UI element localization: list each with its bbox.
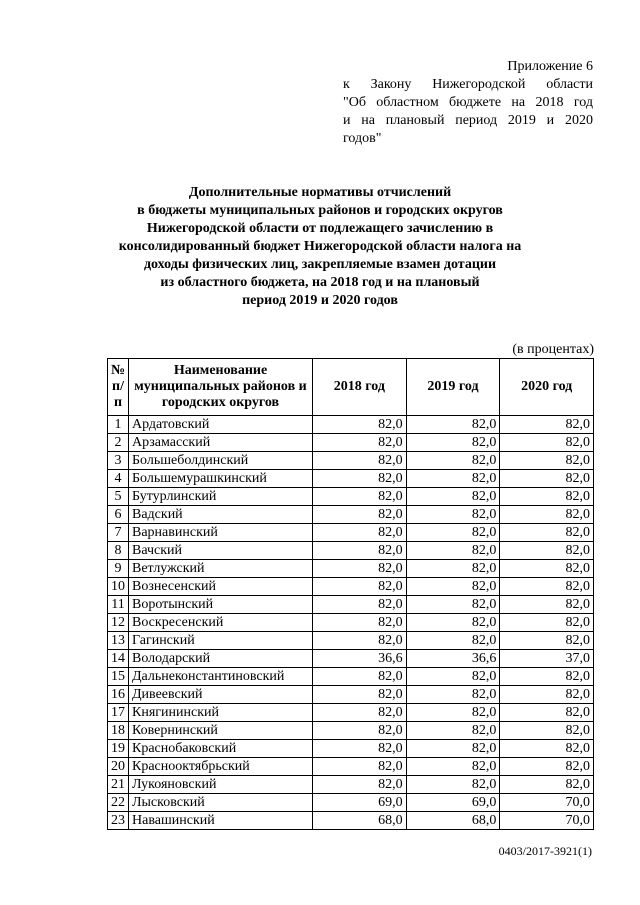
value-2020: 82,0 (500, 578, 594, 596)
value-2020: 82,0 (500, 704, 594, 722)
value-2020: 82,0 (500, 614, 594, 632)
row-number: 17 (108, 704, 129, 722)
appendix-word: плановый (385, 113, 445, 128)
norms-table (107, 358, 594, 830)
value-2018: 36,6 (313, 650, 407, 668)
row-number: 5 (108, 488, 129, 506)
title-line: в бюджеты муниципальных районов и городских округов (137, 203, 503, 218)
value-2019: 82,0 (406, 704, 500, 722)
appendix-word: "Об (343, 95, 366, 110)
value-2020: 82,0 (500, 560, 594, 578)
appendix-number: Приложение 6 (507, 59, 593, 74)
table-row (108, 434, 594, 452)
row-name: Вадский (129, 506, 313, 524)
table-row (108, 668, 594, 686)
appendix-word: Нижегородской (432, 77, 526, 92)
row-name: Большемурашкинский (129, 470, 313, 488)
appendix-word: областном (376, 95, 439, 110)
appendix-law-line (343, 76, 593, 94)
appendix-word: 2018 (535, 95, 564, 110)
value-2019: 82,0 (406, 560, 500, 578)
table-row (108, 704, 594, 722)
title-line: период 2019 и 2020 годов (242, 293, 398, 308)
appendix-block (343, 58, 593, 148)
value-2018: 68,0 (313, 812, 407, 830)
value-2018: 82,0 (313, 668, 407, 686)
title-line: доходы физических лиц, закрепляемые взамен дотации (143, 257, 497, 272)
table-body (108, 416, 594, 830)
row-number: 18 (108, 722, 129, 740)
row-number: 8 (108, 542, 129, 560)
value-2018: 82,0 (313, 632, 407, 650)
row-name: Ардатовский (129, 416, 313, 434)
appendix-word: к (343, 77, 350, 92)
value-2020: 82,0 (500, 542, 594, 560)
row-number: 13 (108, 632, 129, 650)
table-row (108, 722, 594, 740)
value-2018: 82,0 (313, 416, 407, 434)
title-line: консолидированный бюджет Нижегородской области налога на (118, 239, 522, 254)
appendix-law-title-line (343, 94, 593, 112)
title-line: из областного бюджета, на 2018 год и на плановый (160, 275, 480, 290)
value-2018: 82,0 (313, 776, 407, 794)
value-2018: 82,0 (313, 686, 407, 704)
value-2019: 82,0 (406, 470, 500, 488)
row-name: Лукояновский (129, 776, 313, 794)
value-2018: 82,0 (313, 524, 407, 542)
header-name: Наименование муниципальных районов и городских округов (129, 359, 313, 416)
value-2020: 70,0 (500, 812, 594, 830)
row-name: Бутурлинский (129, 488, 313, 506)
table-row (108, 740, 594, 758)
row-number: 6 (108, 506, 129, 524)
table-row (108, 560, 594, 578)
value-2019: 82,0 (406, 434, 500, 452)
header-2020: 2020 год (500, 359, 594, 416)
appendix-word: на (361, 113, 375, 128)
value-2020: 82,0 (500, 722, 594, 740)
value-2019: 82,0 (406, 488, 500, 506)
row-name: Дальнеконстантиновский (129, 668, 313, 686)
value-2020: 82,0 (500, 632, 594, 650)
title-line: Дополнительные нормативы отчислений (188, 185, 452, 200)
value-2018: 82,0 (313, 704, 407, 722)
row-number: 19 (108, 740, 129, 758)
value-2019: 82,0 (406, 776, 500, 794)
header-num: № п/п (108, 359, 129, 416)
table-row (108, 614, 594, 632)
value-2019: 82,0 (406, 416, 500, 434)
row-name: Варнавинский (129, 524, 313, 542)
row-name: Княгининский (129, 704, 313, 722)
row-number: 16 (108, 686, 129, 704)
row-name: Арзамасский (129, 434, 313, 452)
table-row (108, 416, 594, 434)
appendix-word: год (573, 95, 593, 110)
value-2020: 82,0 (500, 524, 594, 542)
value-2018: 82,0 (313, 722, 407, 740)
value-2019: 82,0 (406, 578, 500, 596)
value-2019: 36,6 (406, 650, 500, 668)
value-2020: 82,0 (500, 434, 594, 452)
value-2019: 68,0 (406, 812, 500, 830)
table-row (108, 470, 594, 488)
row-number: 2 (108, 434, 129, 452)
value-2020: 82,0 (500, 596, 594, 614)
row-number: 21 (108, 776, 129, 794)
value-2019: 82,0 (406, 452, 500, 470)
table-row (108, 488, 594, 506)
row-number: 7 (108, 524, 129, 542)
appendix-word: области (546, 77, 593, 92)
value-2019: 82,0 (406, 668, 500, 686)
value-2018: 82,0 (313, 596, 407, 614)
value-2019: 82,0 (406, 596, 500, 614)
value-2018: 82,0 (313, 452, 407, 470)
appendix-word: бюджете (449, 95, 502, 110)
appendix-word: и (343, 113, 351, 128)
header-2019: 2019 год (406, 359, 500, 416)
table-row (108, 524, 594, 542)
value-2018: 82,0 (313, 542, 407, 560)
value-2018: 82,0 (313, 740, 407, 758)
title-line: Нижегородской области от подлежащего зачислению в (146, 221, 494, 236)
value-2020: 82,0 (500, 668, 594, 686)
row-number: 9 (108, 560, 129, 578)
row-name: Навашинский (129, 812, 313, 830)
row-name: Вознесенский (129, 578, 313, 596)
row-number: 4 (108, 470, 129, 488)
header-2018: 2018 год (313, 359, 407, 416)
appendix-word: 2020 (564, 113, 593, 128)
value-2020: 70,0 (500, 794, 594, 812)
table-header-row (108, 359, 594, 416)
document-title (110, 184, 530, 310)
value-2018: 69,0 (313, 794, 407, 812)
value-2018: 82,0 (313, 506, 407, 524)
value-2020: 82,0 (500, 416, 594, 434)
table-row (108, 686, 594, 704)
unit-note: (в процентах) (512, 342, 594, 357)
value-2019: 82,0 (406, 722, 500, 740)
table-row (108, 758, 594, 776)
row-number: 11 (108, 596, 129, 614)
value-2018: 82,0 (313, 470, 407, 488)
value-2020: 82,0 (500, 452, 594, 470)
value-2019: 82,0 (406, 614, 500, 632)
row-name: Воскресенский (129, 614, 313, 632)
appendix-period-line (343, 112, 593, 130)
value-2018: 82,0 (313, 758, 407, 776)
row-name: Володарский (129, 650, 313, 668)
appendix-word: 2019 (507, 113, 536, 128)
row-name: Большеболдинский (129, 452, 313, 470)
table-row (108, 452, 594, 470)
value-2019: 69,0 (406, 794, 500, 812)
row-name: Краснобаковский (129, 740, 313, 758)
row-number: 12 (108, 614, 129, 632)
value-2020: 82,0 (500, 776, 594, 794)
row-name: Краснооктябрьский (129, 758, 313, 776)
value-2020: 82,0 (500, 686, 594, 704)
row-number: 22 (108, 794, 129, 812)
row-number: 14 (108, 650, 129, 668)
appendix-years-line: годов" (343, 131, 382, 146)
table-row (108, 542, 594, 560)
value-2019: 82,0 (406, 524, 500, 542)
value-2020: 82,0 (500, 488, 594, 506)
row-name: Гагинский (129, 632, 313, 650)
row-name: Лысковский (129, 794, 313, 812)
value-2019: 82,0 (406, 740, 500, 758)
table-row (108, 506, 594, 524)
value-2020: 37,0 (500, 650, 594, 668)
row-number: 23 (108, 812, 129, 830)
value-2019: 82,0 (406, 686, 500, 704)
value-2018: 82,0 (313, 578, 407, 596)
row-number: 10 (108, 578, 129, 596)
appendix-word: Закону (370, 77, 412, 92)
value-2018: 82,0 (313, 560, 407, 578)
value-2019: 82,0 (406, 506, 500, 524)
value-2020: 82,0 (500, 758, 594, 776)
value-2020: 82,0 (500, 506, 594, 524)
value-2019: 82,0 (406, 758, 500, 776)
row-name: Дивеевский (129, 686, 313, 704)
row-name: Ветлужский (129, 560, 313, 578)
value-2020: 82,0 (500, 470, 594, 488)
row-name: Вачский (129, 542, 313, 560)
appendix-word: период (455, 113, 498, 128)
value-2018: 82,0 (313, 434, 407, 452)
table-row (108, 776, 594, 794)
row-number: 15 (108, 668, 129, 686)
value-2019: 82,0 (406, 542, 500, 560)
table-row (108, 596, 594, 614)
table-row (108, 632, 594, 650)
table-row (108, 650, 594, 668)
value-2019: 82,0 (406, 632, 500, 650)
table-row (108, 812, 594, 830)
row-name: Ковернинский (129, 722, 313, 740)
appendix-word: и (546, 113, 555, 128)
value-2020: 82,0 (500, 740, 594, 758)
value-2018: 82,0 (313, 614, 407, 632)
value-2018: 82,0 (313, 488, 407, 506)
row-number: 1 (108, 416, 129, 434)
appendix-word: на (511, 95, 526, 110)
row-name: Воротынский (129, 596, 313, 614)
table-row (108, 794, 594, 812)
row-number: 3 (108, 452, 129, 470)
document-code: 0403/2017-3921(1) (498, 844, 592, 858)
table-row (108, 578, 594, 596)
row-number: 20 (108, 758, 129, 776)
